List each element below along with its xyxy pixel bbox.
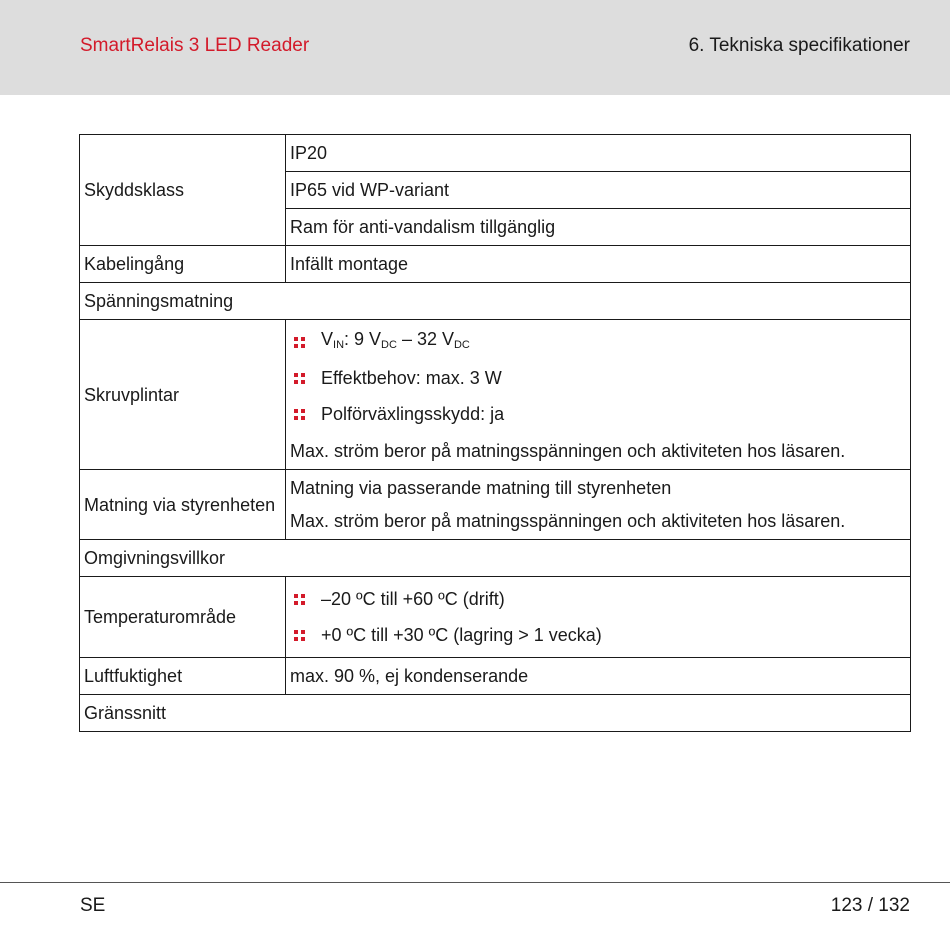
bullet-icon bbox=[294, 409, 305, 420]
matning-text: Matning via passerande matning till styrenheten bbox=[290, 478, 672, 498]
list-item: +0 ºC till +30 ºC (lagring > 1 vecka) bbox=[290, 617, 906, 653]
page-number: 123 / 132 bbox=[830, 895, 910, 916]
table-row bbox=[80, 470, 911, 540]
section-granssnitt: Gränssnitt bbox=[80, 695, 911, 732]
table-row bbox=[80, 658, 911, 695]
table-row bbox=[80, 246, 911, 283]
cell-ip65: IP65 vid WP-variant bbox=[286, 172, 911, 209]
section-omgivningsvillkor: Omgivningsvillkor bbox=[80, 540, 911, 577]
bullet-icon bbox=[294, 594, 305, 605]
row-label-luftfuktighet: Luftfuktighet bbox=[80, 658, 286, 695]
note-text: Max. ström beror på matningsspänningen och aktiviteten hos läsaren. bbox=[290, 441, 846, 461]
cell-ip20: IP20 bbox=[286, 135, 911, 172]
cell-luftfuktighet: max. 90 %, ej kondenserande bbox=[286, 658, 911, 695]
table-row bbox=[80, 135, 911, 172]
chapter-title: 6. Tekniska specifikationer bbox=[688, 35, 910, 56]
row-label-skyddsklass: Skyddsklass bbox=[80, 135, 286, 246]
bullet-icon bbox=[294, 630, 305, 641]
vin-text: $V_{IN}$: 9 $V_{DC} - 32$ $V_{DC}$ bbox=[321, 329, 470, 351]
table-row bbox=[80, 320, 911, 470]
section-row bbox=[80, 695, 911, 732]
table-row bbox=[80, 577, 911, 658]
row-label-temperatur: Temperaturområde bbox=[80, 577, 286, 658]
cell-skruvplintar bbox=[286, 320, 911, 470]
note-text: Max. ström beror på matningsspänningen och aktiviteten hos läsaren. bbox=[290, 511, 846, 531]
list-item: Effektbehov: max. 3 W bbox=[290, 360, 906, 396]
list-item: –20 ºC till +60 ºC (drift) bbox=[290, 581, 906, 617]
bullet-icon bbox=[294, 337, 305, 348]
list-item bbox=[290, 324, 906, 360]
cell-matning bbox=[286, 470, 911, 540]
cell-anti-vandal: Ram för anti-vandalism tillgänglig bbox=[286, 209, 911, 246]
row-label-matning: Matning via styrenheten bbox=[80, 470, 286, 540]
cell-temperatur bbox=[286, 577, 911, 658]
section-row bbox=[80, 283, 911, 320]
footer-divider bbox=[0, 882, 950, 883]
brand-title: SmartRelais 3 LED Reader bbox=[80, 35, 310, 56]
section-spanningsmatning: Spänningsmatning bbox=[80, 283, 911, 320]
bullet-icon bbox=[294, 373, 305, 384]
spec-table bbox=[79, 134, 911, 732]
list-item: Polförväxlingsskydd: ja bbox=[290, 396, 906, 432]
row-label-kabelingang: Kabelingång bbox=[80, 246, 286, 283]
language-code: SE bbox=[80, 895, 106, 916]
section-row bbox=[80, 540, 911, 577]
page-header bbox=[0, 0, 950, 95]
cell-kabelingang: Infällt montage bbox=[286, 246, 911, 283]
row-label-skruvplintar: Skruvplintar bbox=[80, 320, 286, 470]
